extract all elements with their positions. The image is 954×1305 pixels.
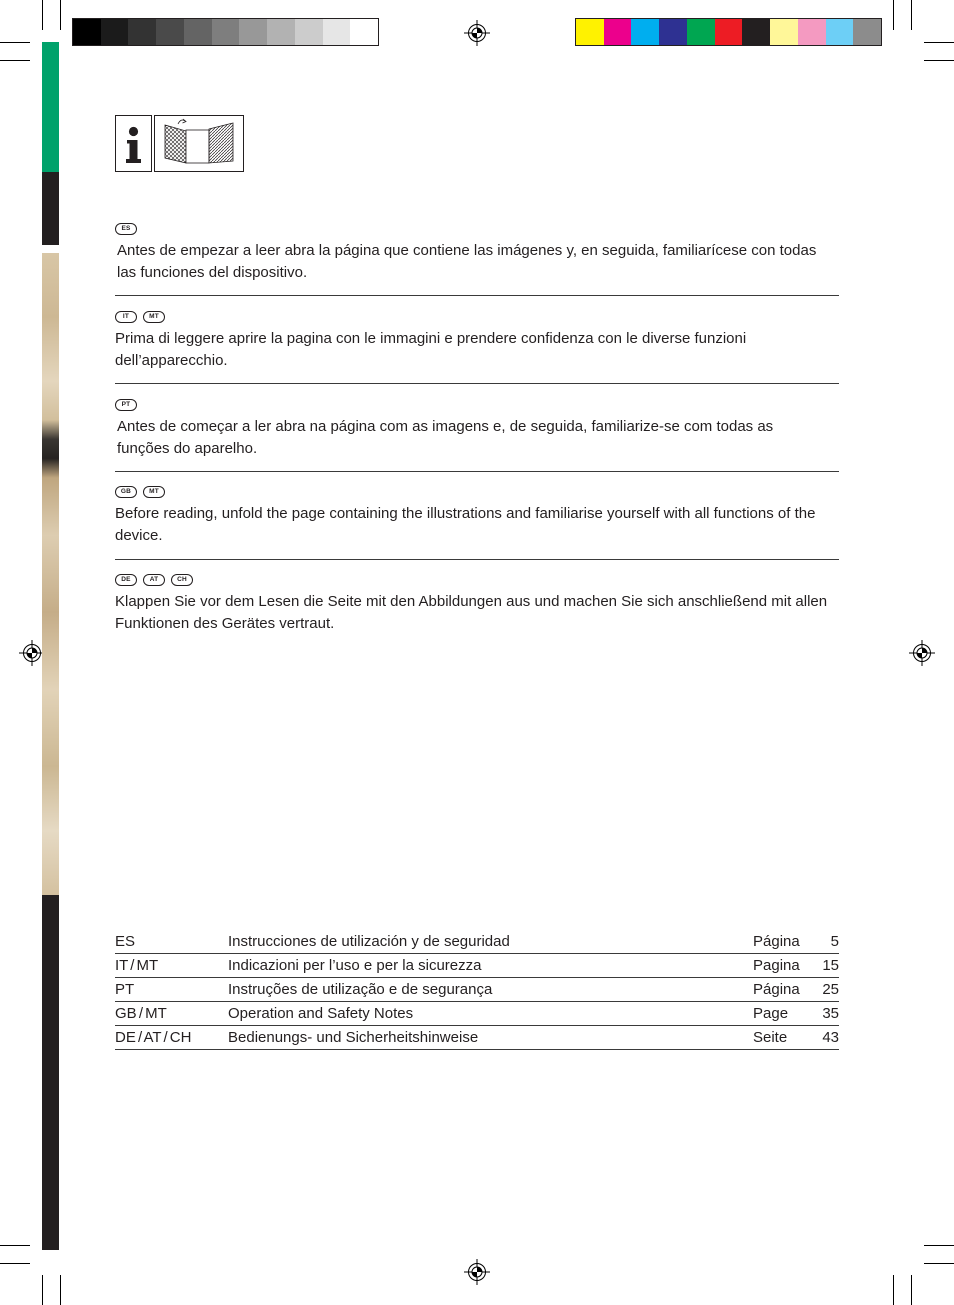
language-badge-mt: MT [143, 311, 165, 323]
color-swatch [631, 19, 659, 45]
color-swatch [742, 19, 770, 45]
notice-pt [115, 399, 839, 460]
crop-mark [893, 0, 894, 30]
notice-line: las funciones del dispositivo. [117, 264, 308, 281]
section-divider [115, 383, 839, 384]
color-swatch [576, 19, 604, 45]
color-swatch [239, 19, 267, 45]
notice-de-at-ch [115, 574, 839, 635]
language-badge-it: IT [115, 311, 137, 323]
notice-line: Before reading, unfold the page containing the illustrations and familiarise yourself with all functions of the [115, 505, 816, 522]
crop-mark [924, 1263, 954, 1264]
unfold-page-icon [154, 115, 244, 172]
notice-es [115, 223, 839, 284]
side-strip-dark [42, 895, 59, 1250]
language-badge-pt: PT [115, 399, 137, 411]
toc-title: Instrucciones de utilización y de seguridad [228, 933, 510, 950]
table-row [115, 1026, 839, 1050]
table-row [115, 978, 839, 1002]
crop-mark [924, 42, 954, 43]
notice-line: Antes de começar a ler abra na página com as imagens e, de seguida, familiarize-se com todas as [117, 418, 774, 435]
crop-mark [0, 42, 30, 43]
toc-page-label: Pagina [753, 957, 800, 974]
language-badges [115, 486, 839, 498]
color-swatch [128, 19, 156, 45]
toc-page-label: Página [753, 981, 800, 998]
color-swatch [101, 19, 129, 45]
table-of-contents [115, 930, 839, 1050]
registration-mark-icon [464, 1259, 490, 1285]
toc-title: Bedienungs- und Sicherheitshinweise [228, 1029, 479, 1046]
info-icon [115, 115, 152, 172]
notice-line: Prima di leggere aprire la pagina con le immagini e prendere confidenza con le diverse funzioni [115, 330, 747, 347]
toc-page-number: 5 [830, 933, 839, 950]
color-swatch [73, 19, 101, 45]
process-color-bar [575, 18, 882, 46]
registration-mark-icon [909, 640, 935, 666]
notice-text [115, 416, 839, 460]
color-swatch [853, 19, 881, 45]
toc-page-number: 35 [822, 1005, 839, 1022]
color-swatch [267, 19, 295, 45]
section-divider [115, 559, 839, 560]
toc-title: Instruções de utilização e de segurança [228, 981, 493, 998]
toc-page-number: 15 [822, 957, 839, 974]
notice-line: Klappen Sie vor dem Lesen die Seite mit den Abbildungen aus und machen Sie sich anschließend mit allen [115, 593, 828, 610]
toc-language-code: PT [115, 981, 135, 998]
notice-line: funções do aparelho. [117, 440, 258, 457]
color-swatch [798, 19, 826, 45]
color-swatch [212, 19, 240, 45]
color-swatch [323, 19, 351, 45]
color-swatch [604, 19, 632, 45]
language-badges [115, 574, 839, 586]
language-badge-gb: GB [115, 486, 137, 498]
table-row [115, 954, 839, 978]
toc-language-code: GB / MT [115, 1005, 167, 1022]
crop-mark [893, 1275, 894, 1305]
color-swatch [659, 19, 687, 45]
notice-line: device. [115, 527, 163, 544]
notice-it-mt [115, 311, 839, 372]
notice-line: Antes de empezar a leer abra la página que contiene las imágenes y, en seguida, familiarícese con todas [117, 242, 817, 259]
grayscale-color-bar [72, 18, 379, 46]
toc-page-number: 25 [822, 981, 839, 998]
language-badges [115, 399, 839, 411]
section-divider [115, 295, 839, 296]
section-divider [115, 471, 839, 472]
color-swatch [826, 19, 854, 45]
notice-line: dell’apparecchio. [115, 352, 228, 369]
language-badge-mt: MT [143, 486, 165, 498]
notice-gb-mt [115, 486, 839, 547]
notice-text [115, 591, 839, 635]
toc-page-label: Seite [753, 1029, 788, 1046]
crop-mark [60, 1275, 61, 1305]
notice-text [115, 503, 839, 547]
language-badge-es: ES [115, 223, 137, 235]
color-swatch [770, 19, 798, 45]
crop-mark [60, 0, 61, 30]
color-swatch [350, 19, 378, 45]
table-row [115, 930, 839, 954]
crop-mark [924, 1245, 954, 1246]
notice-text [115, 240, 839, 284]
crop-mark [911, 0, 912, 30]
language-badges [115, 223, 839, 235]
toc-language-code: DE / AT / CH [115, 1029, 192, 1046]
color-swatch [156, 19, 184, 45]
registration-mark-icon [464, 20, 490, 46]
notice-line: Funktionen des Gerätes vertraut. [115, 615, 335, 632]
crop-mark [924, 60, 954, 61]
side-strip-green [42, 42, 59, 172]
toc-title: Operation and Safety Notes [228, 1005, 414, 1022]
toc-language-code: IT / MT [115, 957, 159, 974]
color-swatch [687, 19, 715, 45]
crop-mark [42, 1275, 43, 1305]
crop-mark [0, 1245, 30, 1246]
crop-mark [42, 0, 43, 30]
toc-page-label: Página [753, 933, 800, 950]
language-badge-ch: CH [171, 574, 193, 586]
toc-title: Indicazioni per l’uso e per la sicurezza [228, 957, 482, 974]
side-strip-photo [42, 253, 59, 895]
table-row [115, 1002, 839, 1026]
language-badges [115, 311, 839, 323]
toc-page-label: Page [753, 1005, 789, 1022]
crop-mark [911, 1275, 912, 1305]
language-badge-at: AT [143, 574, 165, 586]
side-strip-dark [42, 172, 59, 245]
color-swatch [295, 19, 323, 45]
color-swatch [715, 19, 743, 45]
language-badge-de: DE [115, 574, 137, 586]
color-swatch [184, 19, 212, 45]
crop-mark [0, 60, 30, 61]
notice-text [115, 328, 839, 372]
toc-page-number: 43 [822, 1029, 839, 1046]
toc-language-code: ES [115, 933, 136, 950]
crop-mark [0, 1263, 30, 1264]
